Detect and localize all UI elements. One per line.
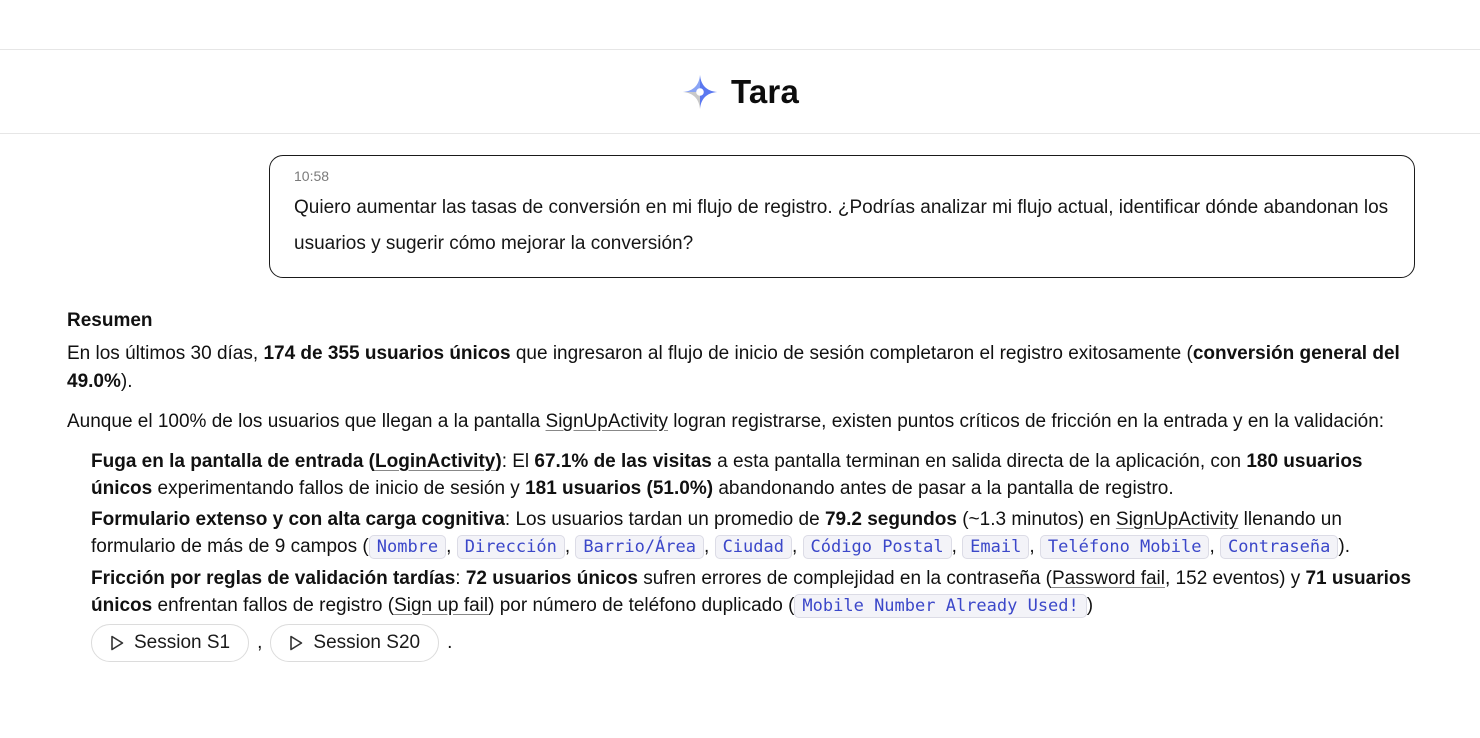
session-end: . — [447, 632, 453, 653]
field-code: Nombre — [369, 535, 446, 559]
app-header — [0, 50, 1480, 134]
user-message-text: Quiero aumentar las tasas de conversión en mi flujo de registro. ¿Podrías analizar mi flujo actual, identificar dónde abandonan los usuarios y sugerir cómo mejorar la conversión? — [294, 197, 1389, 254]
b1-bold-b: 67.1% de las visitas — [534, 451, 712, 472]
b1-text-e: experimentando fallos de inicio de sesión y — [152, 478, 526, 499]
b3-text-d: , 152 eventos) y — [1165, 568, 1306, 589]
bullet2-title: Formulario extenso y con alta carga cognitiva — [91, 509, 505, 530]
b1-bold-d: 180 usuarios únicos — [91, 451, 1363, 499]
p1-text-c: que ingresaron al flujo de inicio de sesión completaron el registro exitosamente ( — [510, 343, 1193, 364]
play-icon — [289, 635, 303, 651]
b2-text-c: (~1.3 minutos) en — [956, 509, 1116, 530]
session-s1-button[interactable] — [91, 624, 249, 662]
assistant-answer — [67, 310, 1412, 662]
error-message-code: Mobile Number Already Used! — [794, 594, 1086, 618]
field-code: Teléfono Mobile — [1040, 535, 1210, 559]
field-code: Código Postal — [803, 535, 952, 559]
b3-bold-e: 71 usuarios únicos — [91, 568, 1412, 616]
field-code: Contraseña — [1220, 535, 1338, 559]
b3-text-c: sufren errores de complejidad en la contraseña ( — [637, 568, 1052, 589]
message-timestamp: 10:58 — [294, 168, 330, 184]
p1-bold-conversion: conversión general del 49.0% — [67, 343, 1400, 392]
b1-text-c: a esta pantalla terminan en salida directa de la aplicación, con — [711, 451, 1247, 472]
p2-text-b: logran registrarse, existen puntos críticos de fricción en la entrada y en la validación: — [668, 411, 1385, 432]
field-code: Email — [962, 535, 1029, 559]
password-fail-link[interactable]: Password fail — [1052, 568, 1165, 589]
list-item — [91, 448, 1412, 502]
p2-text-a: Aunque el 100% de los usuarios que llegan a la pantalla — [67, 411, 546, 432]
friction-points-list — [67, 448, 1412, 662]
sign-up-fail-link[interactable]: Sign up fail — [394, 595, 489, 616]
b2-text-e: ). — [1338, 536, 1350, 557]
b1-title-b: ) — [495, 451, 502, 472]
play-icon — [110, 635, 124, 651]
b2-bold-b: 79.2 segundos — [824, 509, 957, 530]
session-label: Session S20 — [313, 632, 421, 653]
b3-text-f: enfrentan fallos de registro ( — [152, 595, 395, 616]
app-title: Tara — [730, 72, 800, 110]
login-activity-link[interactable]: LoginActivity — [375, 451, 496, 472]
b1-text-g: abandonando antes de pasar a la pantalla de registro. — [713, 478, 1174, 499]
b3-bold-b: 72 usuarios únicos — [465, 568, 638, 589]
b1-bold-f: 181 usuarios (51.0%) — [525, 478, 714, 499]
summary-paragraph-1 — [67, 340, 1412, 396]
b1-text-a: : El — [501, 451, 535, 472]
summary-heading: Resumen — [67, 310, 153, 331]
p1-text-a: En los últimos 30 días, — [67, 343, 264, 364]
session-label: Session S1 — [134, 632, 231, 653]
list-item: Formulario extenso y con alta carga cognitiva: Los usuarios tardan un promedio de 79.2 segundos (~1.3 minutos) en SignUpActivity llenando un formulario de más de 9 campos ( Nombre , Dirección , Barrio/Área , Ciudad , Código Postal , Email , Teléfono Mobile , Contraseña ). — [91, 509, 1350, 557]
p1-bold-users: 174 de 355 usuarios únicos — [263, 343, 511, 364]
field-code: Barrio/Área — [575, 535, 704, 559]
session-buttons — [91, 624, 1412, 662]
b1-title-a: Fuga en la pantalla de entrada ( — [91, 451, 376, 472]
top-bar — [0, 0, 1480, 50]
p1-text-e: ). — [120, 371, 133, 392]
session-s20-button[interactable] — [270, 624, 439, 662]
user-message-card — [269, 155, 1415, 278]
signup-activity-link[interactable]: SignUpActivity — [1115, 509, 1239, 530]
list-item — [91, 565, 1412, 620]
b3-text-h: ) — [1086, 595, 1094, 616]
bullet3-title: Fricción por reglas de validación tardías — [91, 568, 456, 589]
b3-text-g: ) por número de teléfono duplicado ( — [488, 595, 795, 616]
session-separator: , — [257, 632, 263, 653]
b3-text-a: : — [455, 568, 466, 589]
b2-text-d: llenando un formulario de más de 9 campos ( — [91, 509, 1342, 557]
field-code: Dirección — [457, 535, 565, 559]
tara-logo-icon — [681, 73, 719, 111]
signup-activity-link[interactable]: SignUpActivity — [545, 411, 669, 432]
summary-paragraph-2 — [67, 408, 1412, 436]
b2-text-a: : Los usuarios tardan un promedio de — [504, 509, 825, 530]
bullet1-title — [91, 451, 502, 472]
field-code: Ciudad — [715, 535, 792, 559]
